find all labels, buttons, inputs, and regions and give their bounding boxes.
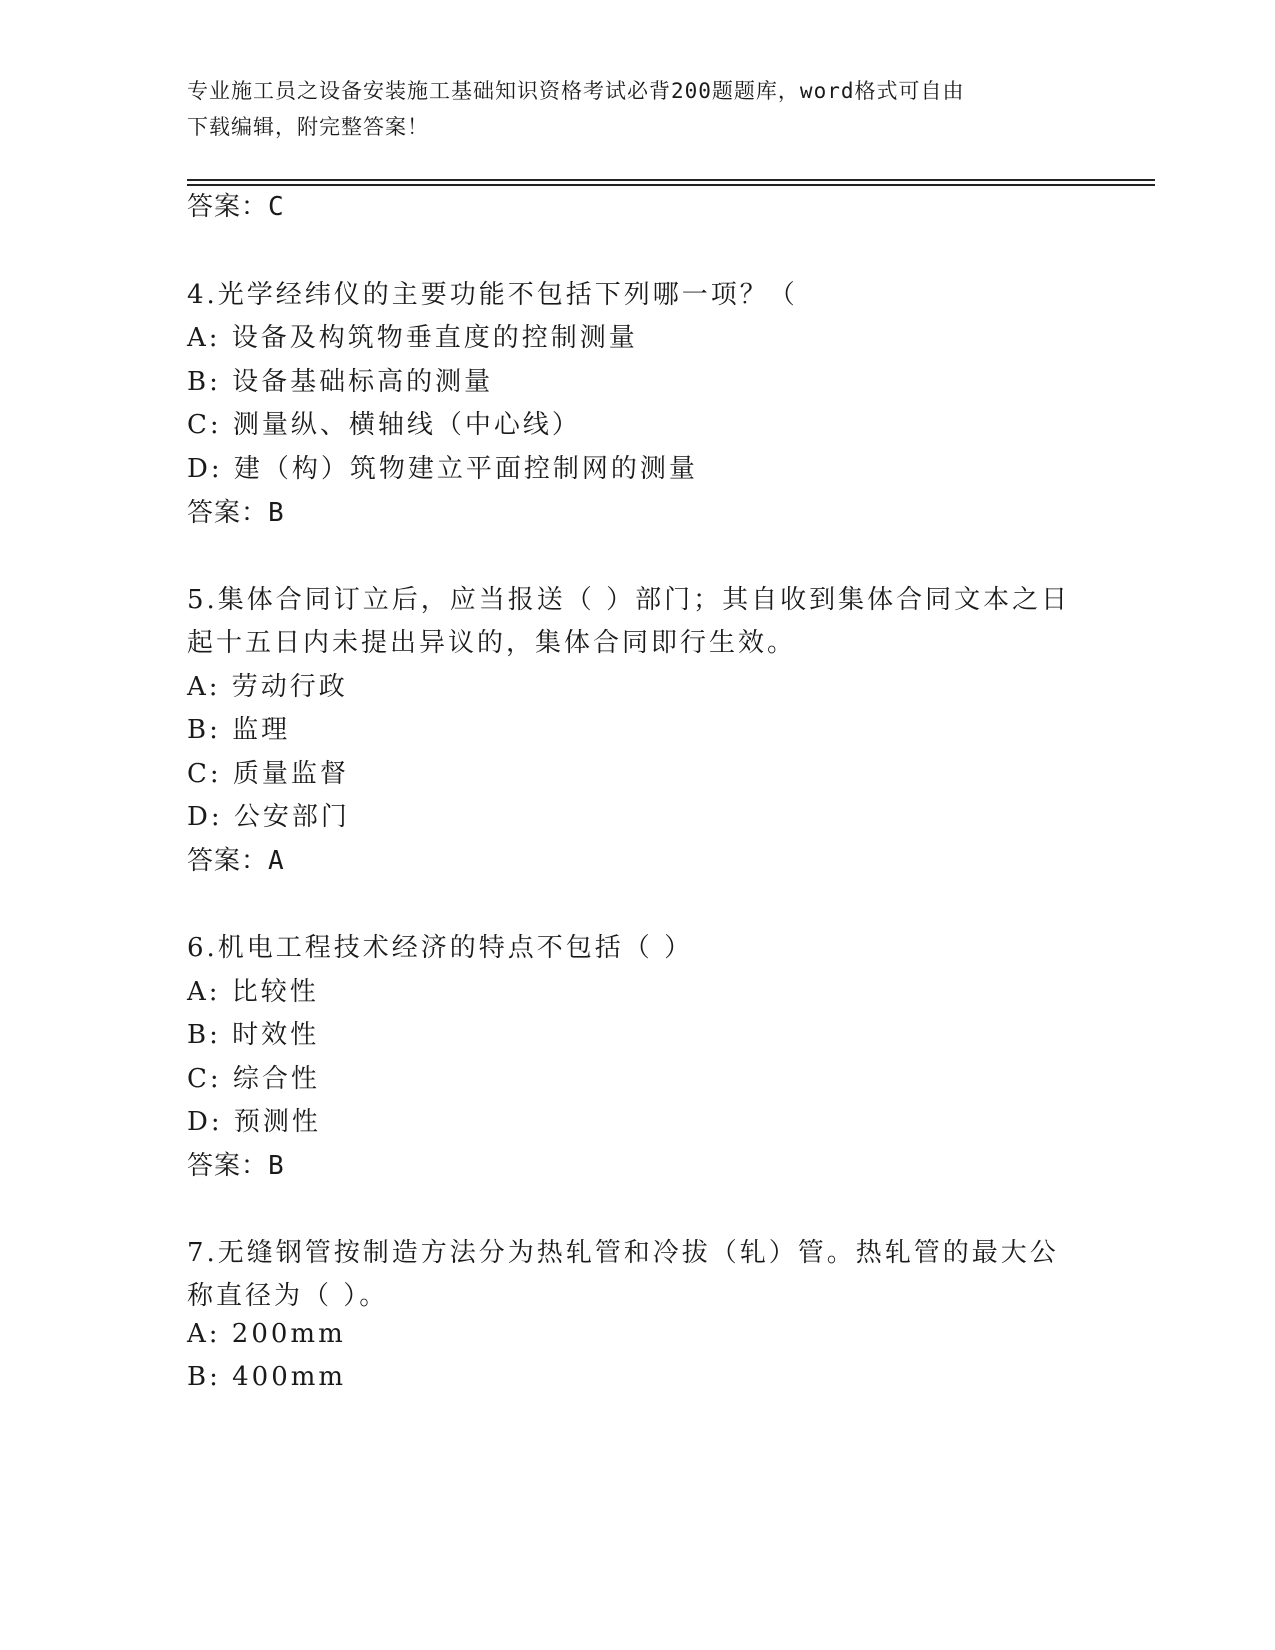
question-4-option-b: B: 设备基础标高的测量 (187, 367, 494, 397)
question-6-option-c: C: 综合性 (187, 1064, 320, 1094)
question-7-option-a: A: 200mm (187, 1319, 346, 1349)
question-7-text-line-2: 称直径为（ ）。 (187, 1281, 389, 1311)
answer-q3: 答案：C (187, 192, 285, 222)
question-5-text-line-2: 起十五日内未提出异议的，集体合同即行生效。 (187, 628, 797, 658)
document-header (187, 73, 1087, 145)
question-5-option-a: A: 劳动行政 (187, 672, 348, 702)
question-4-text: 4.光学经纬仪的主要功能不包括下列哪一项？（ (187, 280, 798, 310)
answer-q4: 答案：B (187, 498, 285, 528)
question-7-text-line-1: 7.无缝钢管按制造方法分为热轧管和冷拔（轧）管。热轧管的最大公 (187, 1238, 1059, 1268)
answer-q5: 答案：A (187, 846, 285, 876)
question-4-option-c: C: 测量纵、横轴线（中心线） (187, 410, 581, 440)
question-6-text: 6.机电工程技术经济的特点不包括（ ） (187, 933, 694, 963)
header-line-2: 下载编辑，附完整答案！ (187, 115, 429, 139)
question-6-option-d: D: 预测性 (187, 1107, 321, 1137)
question-4-option-a: A: 设备及构筑物垂直度的控制测量 (187, 323, 638, 353)
question-6-option-b: B: 时效性 (187, 1020, 320, 1050)
question-5-option-c: C: 质量监督 (187, 759, 349, 789)
question-5-text-line-1: 5.集体合同订立后，应当报送（ ）部门；其自收到集体合同文本之日 (187, 585, 1071, 615)
header-divider-top (187, 179, 1155, 181)
question-7-option-b: B: 400mm (187, 1362, 347, 1392)
question-4-option-d: D: 建（构）筑物建立平面控制网的测量 (187, 454, 698, 484)
answer-q6: 答案：B (187, 1151, 285, 1181)
question-6-option-a: A: 比较性 (187, 977, 319, 1007)
question-5-option-b: B: 监理 (187, 715, 291, 745)
header-divider-bottom (187, 184, 1155, 186)
question-5-option-d: D: 公安部门 (187, 802, 350, 832)
header-line-1: 专业施工员之设备安装施工基础知识资格考试必背200题题库，word格式可自由 (187, 79, 965, 103)
